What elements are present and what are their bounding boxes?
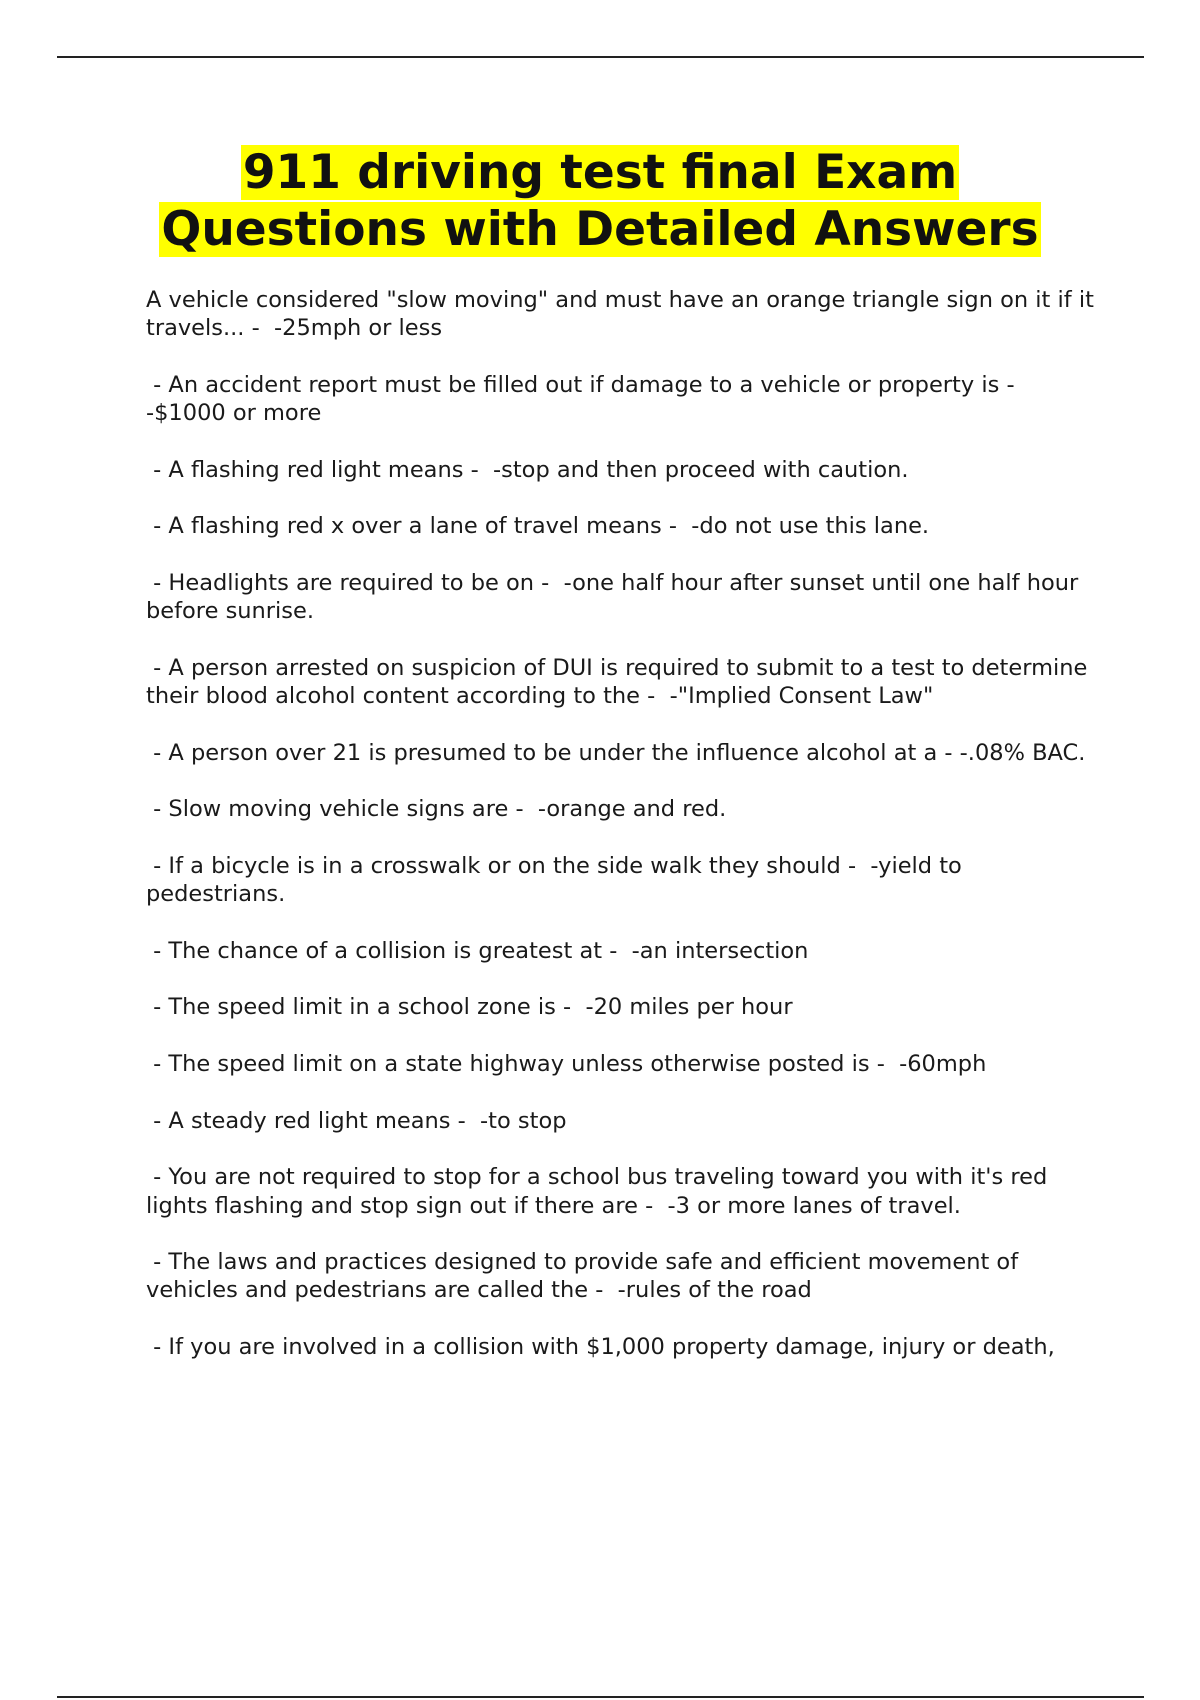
top-divider	[57, 56, 1144, 58]
title-line-2: Questions with Detailed Answers	[161, 202, 1039, 257]
qa-item: - A flashing red x over a lane of travel means - -do not use this lane.	[146, 513, 930, 540]
qa-item: - A person arrested on suspicion of DUI is required to submit to a test to determine their blood alcohol content according to the - -"Implied Consent Law"	[146, 654, 1095, 710]
bottom-divider	[57, 1696, 1144, 1698]
qa-item: - The laws and practices designed to provide safe and efficient movement of vehicles and pedestrians are called the - -rules of the road	[146, 1249, 1026, 1304]
title-line-1: 911 driving test final Exam	[242, 145, 958, 200]
qa-item: - If you are involved in a collision with $1,000 property damage, injury or death,	[146, 1333, 1055, 1360]
qa-item: - An accident report must be filled out if damage to a vehicle or property is - -$1000 or more	[146, 371, 1022, 427]
qa-item: A vehicle considered "slow moving" and must have an orange triangle sign on it if it travels... - -25mph or less	[146, 287, 1102, 342]
qa-item: - The speed limit in a school zone is - -20 miles per hour	[146, 994, 793, 1021]
qa-item: - Headlights are required to be on - -one half hour after sunset until one half hour before sunrise.	[146, 569, 1086, 625]
qa-item: - A person over 21 is presumed to be under the influence alcohol at a - -.08% BAC.	[146, 739, 1086, 766]
qa-item: - If a bicycle is in a crosswalk or on the side walk they should - -yield to pedestrians.	[146, 852, 969, 908]
qa-item: - The speed limit on a state highway unless otherwise posted is - -60mph	[146, 1051, 987, 1078]
document-title	[0, 144, 1200, 258]
qa-item: - The chance of a collision is greatest at - -an intersection	[146, 937, 809, 964]
qa-item: - You are not required to stop for a school bus traveling toward you with it's red lights flashing and stop sign out if there are - -3 or more lanes of travel.	[146, 1164, 1055, 1219]
question-answer-list	[146, 286, 1102, 1390]
qa-item: - A steady red light means - -to stop	[146, 1107, 567, 1134]
qa-item: - Slow moving vehicle signs are - -orange and red.	[146, 796, 727, 823]
qa-item: - A flashing red light means - -stop and then proceed with caution.	[146, 456, 909, 483]
